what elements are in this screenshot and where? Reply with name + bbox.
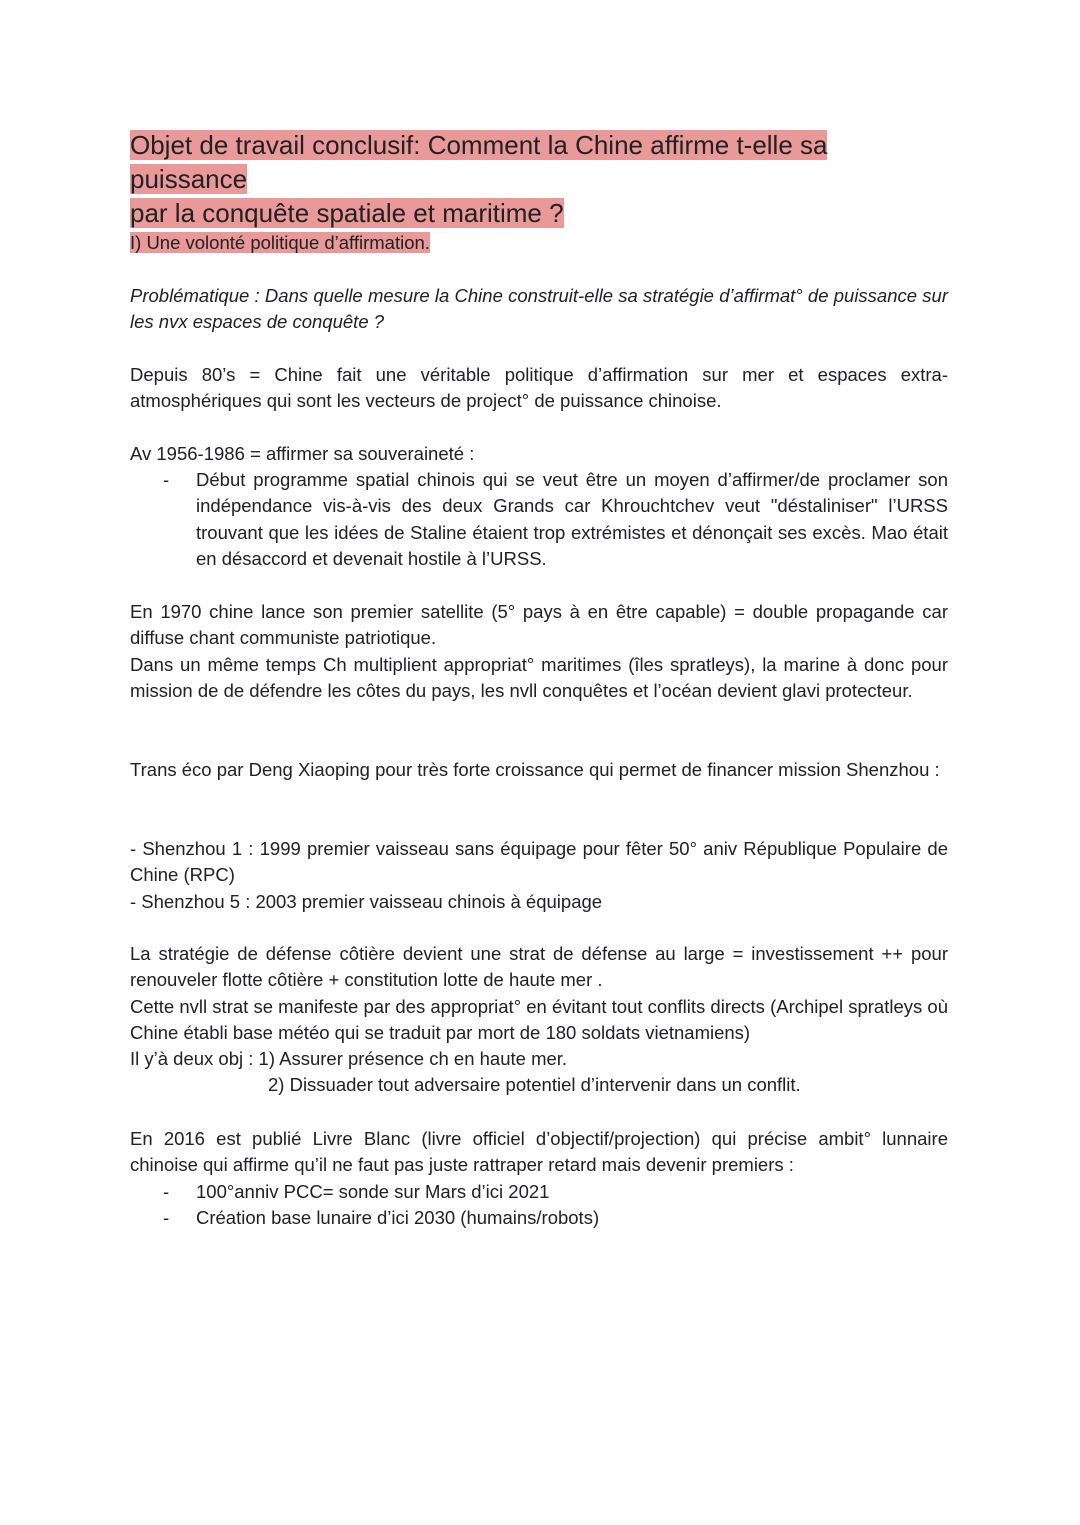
page-title [130, 128, 948, 230]
paragraph-1970-a: En 1970 chine lance son premier satellite (5° pays à en être capable) = double propagande car diffuse chant communiste patriotique. [130, 601, 948, 649]
strategy-line-b: Cette nvll strat se manifeste par des appropriat° en évitant tout conflits directs (Archipel spratleys où Chine établi base météo qui se traduit par mort de 180 soldats vietnamiens) [130, 995, 948, 1043]
bullet-list-1 [130, 467, 948, 572]
list-item [130, 467, 948, 572]
section-heading-text: I) Une volonté politique d’affirmation. [130, 232, 430, 253]
objectives-line-1: Il y’à deux obj : 1) Assurer présence ch en haute mer. [130, 1048, 568, 1070]
livre-blanc-paragraph: En 2016 est publié Livre Blanc (livre officiel d’objectif/projection) qui précise ambit° lunnaire chinoise qui affirme qu’il ne faut pas juste rattraper retard mais devenir premiers : [130, 1128, 948, 1176]
bullet-dash: - [163, 469, 170, 490]
shenzhou-1-line: - Shenzhou 1 : 1999 premier vaisseau sans équipage pour fêter 50° aniv République Populaire de Chine (RPC) [130, 838, 948, 886]
list-item [130, 1205, 948, 1231]
list-item [130, 1179, 948, 1205]
shenzhou-paragraph [130, 836, 948, 915]
bullet-text: Création base lunaire d’ici 2030 (humains/robots) [196, 1207, 600, 1229]
bullet-dash: - [163, 1181, 170, 1202]
paragraph-1970-b: Dans un même temps Ch multiplient appropriat° maritimes (îles spratleys), la marine à donc pour mission de de défendre les côtes du pays, les nvll conquêtes et l’océan devient glavi protecteur. [130, 653, 948, 701]
trans-paragraph: Trans éco par Deng Xiaoping pour très forte croissance qui permet de financer mission Shenzhou : [130, 759, 940, 780]
title-line-2: par la conquête spatiale et maritime ? [130, 198, 564, 228]
bullet-list-2 [130, 1179, 948, 1232]
bullet-dash: - [163, 1207, 170, 1229]
problematique-paragraph: Problématique : Dans quelle mesure la Chine construit-elle sa stratégie d’affirmat° de puissance sur les nvx espaces de conquête ? [130, 285, 948, 333]
title-line-1: Objet de travail conclusif: Comment la Chine affirme t-elle sa puissance [130, 130, 828, 194]
paragraph-1970 [130, 599, 948, 704]
depuis-paragraph: Depuis 80’s = Chine fait une véritable politique d’affirmation sur mer et espaces extra-atmosphériques qui sont les vecteurs de project° de puissance chinoise. [130, 364, 948, 412]
bullet-text: 100°anniv PCC= sonde sur Mars d’ici 2021 [196, 1181, 550, 1202]
section-heading-1 [130, 231, 430, 255]
av-paragraph: Av 1956-1986 = affirmer sa souveraineté : [130, 443, 475, 464]
strategy-line-a: La stratégie de défense côtière devient une strat de défense au large = investissement ++ pour renouveler flotte côtière + constitution lotte de haute mer . [130, 943, 948, 991]
strategy-paragraph [130, 941, 948, 1099]
objectives-line-2: 2) Dissuader tout adversaire potentiel d’intervenir dans un conflit. [268, 1074, 801, 1096]
shenzhou-5-line: - Shenzhou 5 : 2003 premier vaisseau chinois à équipage [130, 890, 603, 912]
bullet-text: Début programme spatial chinois qui se veut être un moyen d’affirmer/de proclamer son indépendance vis-à-vis des deux Grands car Khrouchtchev veut "déstaliniser" l’URSS trouvant que les idées de Staline étaient trop extrémistes et dénonçait ses excès. Mao était en désaccord et devenait hostile à l’URSS. [196, 469, 948, 569]
